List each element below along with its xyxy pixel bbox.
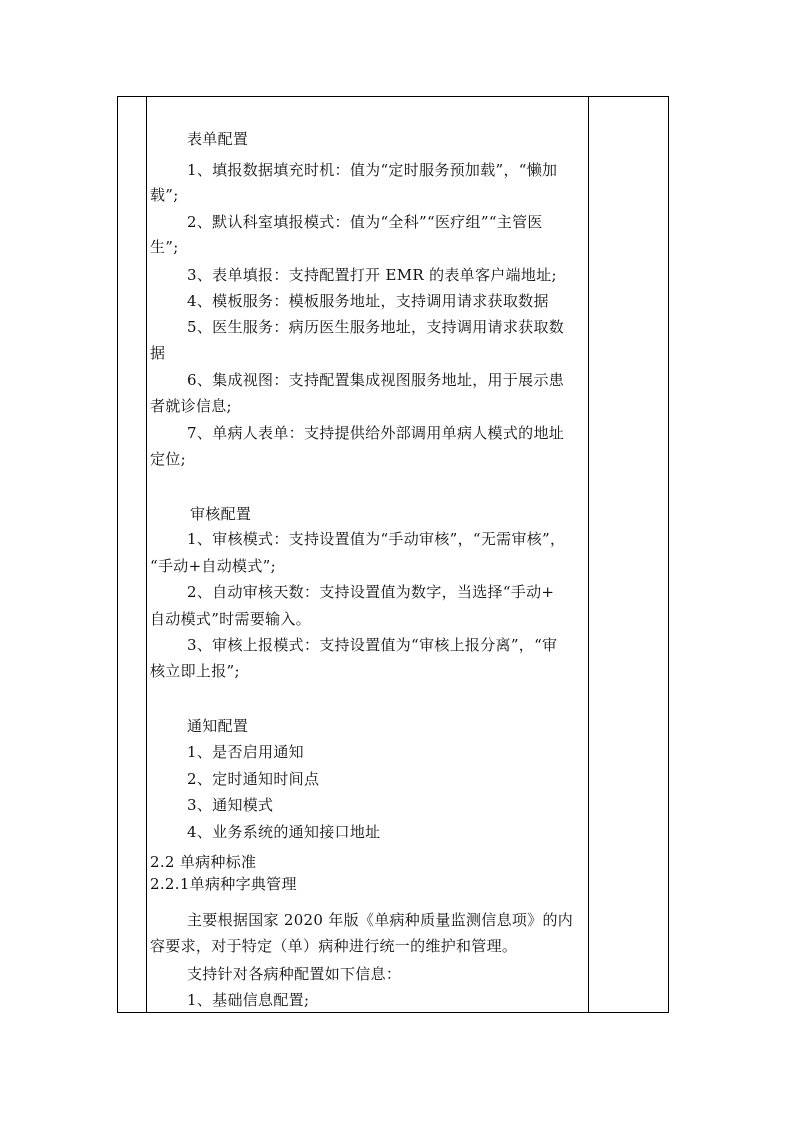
form-config-heading: 表单配置 <box>187 130 249 148</box>
section-heading: 2.2 单病种标准 <box>150 853 257 871</box>
notify-config-line: 4、业务系统的通知接口地址 <box>187 823 381 841</box>
form-config-line: 7、单病人表单：支持提供给外部调用单病人模式的地址 <box>187 424 565 442</box>
form-config-line: 2、默认科室填报模式：值为“全科”“医疗组”“主管医 <box>187 213 543 231</box>
form-config-line: 4、模板服务：模板服务地址，支持调用请求获取数据 <box>187 292 549 310</box>
form-config-line: 5、医生服务：病历医生服务地址，支持调用请求获取数 <box>187 318 565 336</box>
paragraph-line: 主要根据国家 2020 年版《单病种质量监测信息项》的内 <box>187 911 574 929</box>
audit-config-line: 核立即上报”; <box>150 662 240 680</box>
notify-config-heading: 通知配置 <box>187 717 249 735</box>
form-config-line: 3、表单填报：支持配置打开 EMR 的表单客户端地址; <box>187 266 557 284</box>
audit-config-line: 2、自动审核天数：支持设置值为数字，当选择“手动+ <box>187 583 555 601</box>
audit-config-heading: 审核配置 <box>190 505 252 523</box>
notify-config-line: 3、通知模式 <box>187 796 274 814</box>
notify-config-line: 2、定时通知时间点 <box>187 770 320 788</box>
form-config-line: 据 <box>150 344 166 362</box>
paragraph-line: 1、基础信息配置; <box>187 991 310 1009</box>
form-config-line: 6、集成视图：支持配置集成视图服务地址，用于展示患 <box>187 371 565 389</box>
audit-config-line: 自动模式”时需要输入。 <box>150 610 311 628</box>
form-config-line: 定位; <box>150 450 186 468</box>
form-config-line: 1、填报数据填充时机：值为“定时服务预加载”，“懒加 <box>187 161 558 179</box>
audit-config-line: 3、审核上报模式：支持设置值为“审核上报分离”，“审 <box>187 636 558 654</box>
column-divider-right <box>588 97 589 1012</box>
notify-config-line: 1、是否启用通知 <box>187 743 304 761</box>
subsection-heading: 2.2.1单病种字典管理 <box>150 875 297 893</box>
audit-config-line: 1、审核模式：支持设置值为“手动审核”，“无需审核”， <box>187 530 566 548</box>
paragraph-line: 支持针对各病种配置如下信息： <box>187 965 402 983</box>
form-config-line: 生”; <box>150 238 179 256</box>
audit-config-line: “手动+自动模式”; <box>150 557 276 575</box>
form-config-line: 载”; <box>150 186 179 204</box>
form-config-line: 者就诊信息; <box>150 397 232 415</box>
paragraph-line: 容要求，对于特定（单）病种进行统一的维护和管理。 <box>150 937 518 955</box>
column-divider-left <box>146 97 147 1012</box>
